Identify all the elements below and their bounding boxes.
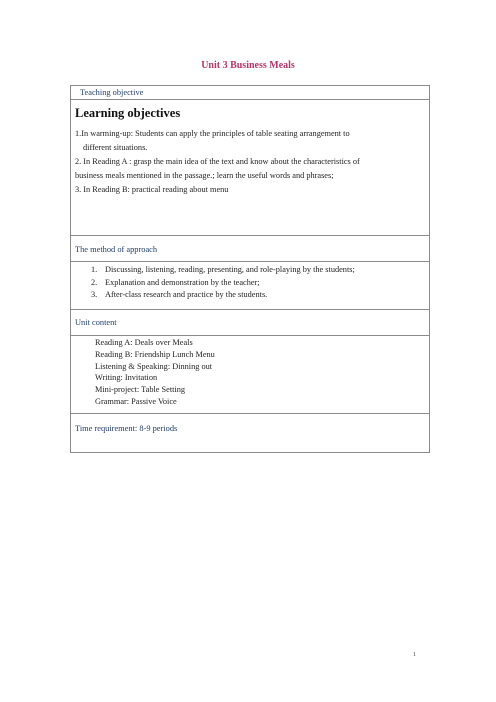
method-item: 2. Explanation and demonstration by the teacher;	[91, 277, 260, 287]
unit-content-item: Writing: Invitation	[95, 373, 158, 383]
unit-content-item: Mini-project: Table Setting	[95, 385, 186, 395]
method-item: 1. Discussing, listening, reading, presenting, and role-playing by the students;	[91, 265, 355, 274]
teaching-objective-label: Teaching objective	[71, 86, 429, 100]
objective-item-1-line-1: 1.In warming-up: Students can apply the principles of table seating arrangement to	[75, 129, 350, 138]
learning-objectives-heading: Learning objectives	[75, 106, 181, 120]
time-requirement: Time requirement: 8-9 periods	[75, 424, 178, 433]
objective-item-2-line-2: business meals mentioned in the passage.; learn the useful words and phrases;	[75, 171, 334, 180]
method-heading: The method of approach	[71, 236, 429, 262]
objective-item-1	[75, 127, 425, 155]
learning-objectives-cell	[71, 100, 429, 236]
method-list	[71, 262, 429, 310]
objective-item-2-line-1: 2. In Reading A : grasp the main idea of the text and know about the characteristics of	[75, 157, 360, 166]
unit-content-item: Reading A: Deals over Meals	[95, 338, 193, 347]
unit-content-item: Reading B: Friendship Lunch Menu	[95, 349, 215, 359]
unit-content-item: Grammar: Passive Voice	[95, 396, 177, 406]
objective-item-3: 3. In Reading B: practical reading about menu	[75, 185, 229, 194]
unit-content-heading: Unit content	[71, 310, 429, 336]
lesson-plan-table	[70, 85, 430, 453]
objective-item-2	[75, 155, 425, 183]
method-item: 3. After-class research and practice by the students.	[91, 290, 268, 299]
unit-content-item: Listening & Speaking: Dinning out	[95, 361, 213, 371]
document-title: Unit 3 Business Meals	[201, 60, 295, 71]
objective-item-1-line-2: different situations.	[83, 143, 148, 152]
page-number: 1	[413, 652, 416, 658]
unit-content-list	[71, 336, 429, 414]
